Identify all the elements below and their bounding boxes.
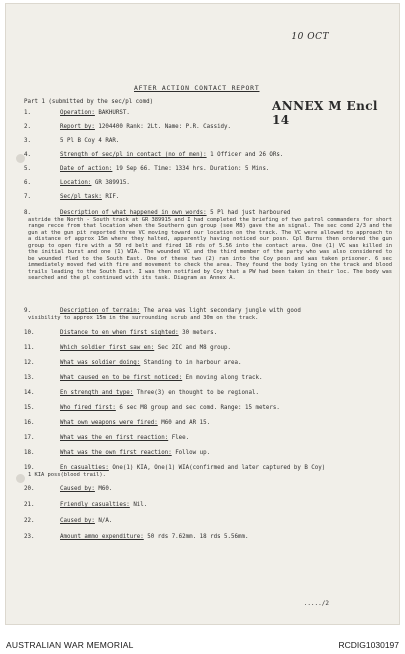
item-9-continuation: visibility to approx 15m in the surrounding scrub and 30m on the track. xyxy=(28,315,259,321)
item-row: 14. En strength and type: Three(3) en thought to be regional. xyxy=(24,390,259,396)
handwritten-date-note: 10 OCT xyxy=(291,32,329,42)
part-1-heading: Part 1 (submitted by the sec/pl comd) xyxy=(24,99,154,105)
item-row: 11. Which soldier first saw en: Sec 2IC and M8 group. xyxy=(24,345,232,351)
item-row: 2. Report by: 1204400 Rank: 2Lt. Name: P.R. Cassidy. xyxy=(24,124,232,130)
item-row: 13. What caused en to be first noticed: En moving along track. xyxy=(24,375,263,381)
item-row: 3. 5 Pl B Coy 4 RAR. xyxy=(24,138,120,144)
handwritten-annex-label: ANNEX M Encl 14 xyxy=(272,99,378,127)
item-row: 8. Description of what happened in own words: 5 Pl had just harboured xyxy=(24,210,291,216)
item-row: 12. What was soldier doing: Standing to in harbour area. xyxy=(24,360,242,366)
item-row: 7. Sec/pl task: RIF. xyxy=(24,194,120,200)
item-row: 10. Distance to en when first sighted: 30 meters. xyxy=(24,330,218,336)
item-row: 6. Location: GR 389915. xyxy=(24,180,130,186)
item-row: 1. Operation: BAKHURST. xyxy=(24,110,130,116)
report-title: AFTER ACTION CONTACT REPORT xyxy=(134,84,260,92)
item-row: 9. Description of terrain: The area was light secondary jungle with good xyxy=(24,308,301,314)
item-row: 5. Date of action: 19 Sep 66. Time: 1334 hrs. Duration: 5 Mins. xyxy=(24,166,270,172)
item-row: 21. Friendly casualties: Nil. xyxy=(24,502,148,508)
item-8-narrative: astride the North - South track at GR 389915 and I had completed the briefing of two patrol commanders for short range recce from that location when the Southern gun group (see M8) gave the an signal. The sec comd 2/3 and the gun at the gun pit reported three VC moving toward our location on the track. The VC were allowed to approach to a distance of approx 15m where they halted, apparently having noticed our posn. Cpl Burns then ordered the gun group to open fire with a 50 rd belt and fired 18 rds of 5.56 into the contact area. One (1) VC was killed in the initial burst and one (1) WIA. The wounded VC and the third member of the party who was also considered to be wounded fled to the South East. One of these two (2) ran into the Coy posn and was taken prisoner. 6 sec immediately moved fwd with fire and movement to check the area. They found the body lying on the track and blood trails leading to the South East. I was then notified by Coy that a PW had been taken in their loc. The body was searched and the pl continued with its task. Diagram as Annex A. xyxy=(28,217,392,282)
item-row: 20. Caused by: M60. xyxy=(24,486,113,492)
item-19-continuation: 1 KIA poss(blood trail). xyxy=(28,472,106,478)
punch-hole xyxy=(16,474,25,483)
archive-id: RCDIG1030197 xyxy=(338,640,399,650)
item-row: 17. What was the en first reaction: Flee. xyxy=(24,435,190,441)
item-row: 16. What own weapons were fired: M60 and AR 15. xyxy=(24,420,211,426)
item-row: 19. En casualties: One(1) KIA, One(1) WIA(confirmed and later captured by B Coy) xyxy=(24,465,326,471)
item-row: 22. Caused by: N/A. xyxy=(24,518,113,524)
archive-credit: AUSTRALIAN WAR MEMORIAL xyxy=(6,640,134,650)
item-row: 23. Amount ammo expenditure: 50 rds 7.62mm. 18 rds 5.56mm. xyxy=(24,534,249,540)
item-row: 4. Strength of sec/pl in contact (no of men): 1 Officer and 26 ORs. xyxy=(24,152,284,158)
item-row: 15. Who fired first: 6 sec M8 group and sec comd. Range: 15 meters. xyxy=(24,405,280,411)
continuation-marker: ...../2 xyxy=(303,600,329,607)
document-page xyxy=(6,4,399,624)
item-row: 18. What was the own first reaction: Follow up. xyxy=(24,450,211,456)
